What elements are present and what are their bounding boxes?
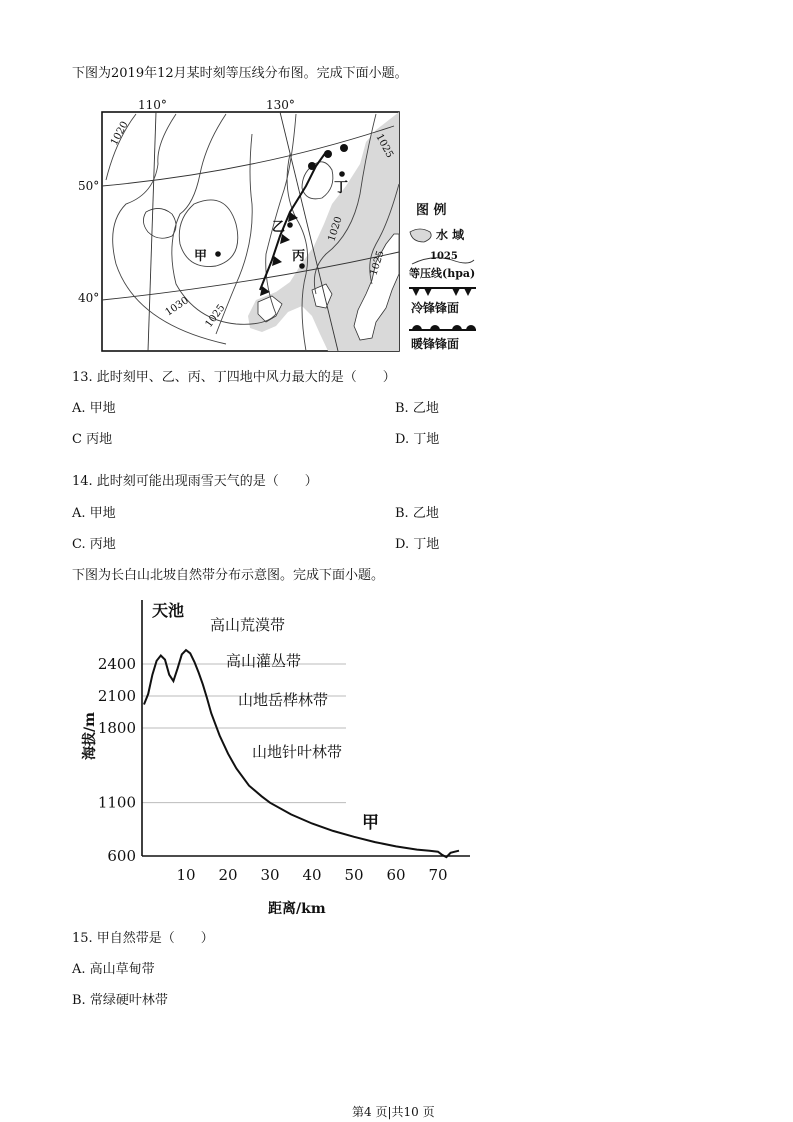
elevation-profile-figure bbox=[72, 592, 482, 922]
lat-label-40: 40° bbox=[78, 291, 100, 305]
zone-label: 高山灌丛带 bbox=[226, 652, 302, 670]
isobar-label-1025-sw: 1025 bbox=[203, 302, 228, 330]
warm-front-semicircle bbox=[340, 144, 348, 152]
place-label-yi: 乙 bbox=[272, 220, 286, 235]
q13-option-c[interactable]: C 丙地 bbox=[72, 432, 113, 447]
point-yi bbox=[287, 222, 293, 228]
zone-label: 高山荒漠带 bbox=[210, 616, 286, 634]
intro-text-map: 下图为2019年12月某时刻等压线分布图。完成下面小题。 bbox=[72, 66, 408, 81]
question-15-stem: 15. 甲自然带是（ ） bbox=[72, 931, 214, 946]
warm-front-semicircle bbox=[308, 162, 316, 170]
legend-cold-front-label: 冷锋锋面 bbox=[411, 301, 460, 315]
y-tick-label: 2400 bbox=[97, 655, 136, 673]
q14-option-d[interactable]: D. 丁地 bbox=[395, 537, 440, 552]
zone-marker-jia: 甲 bbox=[362, 813, 379, 833]
x-tick-label: 20 bbox=[218, 866, 238, 884]
lat-label-50: 50° bbox=[78, 179, 100, 193]
question-14-stem: 14. 此时刻可能出现雨雪天气的是（ ） bbox=[72, 474, 318, 489]
y-tick-label: 2100 bbox=[97, 687, 136, 705]
page-footer: 第4 页|共10 页 bbox=[352, 1105, 435, 1119]
point-jia bbox=[215, 251, 221, 257]
place-label-jia: 甲 bbox=[194, 249, 208, 264]
x-tick-label: 30 bbox=[260, 866, 280, 884]
point-ding bbox=[339, 171, 345, 177]
isobar-map-figure bbox=[76, 94, 476, 356]
legend-isobar-label: 等压线(hpa) bbox=[409, 267, 476, 280]
y-tick-label: 1100 bbox=[97, 793, 136, 812]
q15-option-b[interactable]: B. 常绿硬叶林带 bbox=[72, 993, 168, 1008]
isobar-label-1030: 1030 bbox=[163, 295, 191, 319]
question-13-stem: 13. 此时刻甲、乙、丙、丁四地中风力最大的是（ ） bbox=[72, 370, 396, 385]
summit-label-tianchi: 天池 bbox=[152, 601, 185, 620]
intro-text-chart: 下图为长白山北坡自然带分布示意图。完成下面小题。 bbox=[72, 568, 385, 583]
legend-title: 图 例 bbox=[416, 203, 447, 218]
place-label-bing: 丙 bbox=[292, 249, 306, 264]
legend-water-label: 水 域 bbox=[436, 228, 465, 242]
q14-option-b[interactable]: B. 乙地 bbox=[395, 506, 439, 521]
q14-option-a[interactable]: A. 甲地 bbox=[72, 506, 116, 521]
legend-water-swatch bbox=[410, 229, 431, 242]
isobar-label-1020-east: 1020 bbox=[326, 215, 345, 243]
y-axis-label: 海拔/m bbox=[82, 712, 98, 760]
x-tick-label: 60 bbox=[386, 866, 406, 884]
q13-option-a[interactable]: A. 甲地 bbox=[72, 401, 116, 416]
point-bing bbox=[299, 263, 305, 269]
zone-label: 山地岳桦林带 bbox=[238, 691, 329, 709]
x-tick-label: 70 bbox=[428, 866, 448, 884]
isobar-map bbox=[76, 94, 476, 356]
elevation-profile-chart bbox=[72, 592, 482, 922]
q14-option-c[interactable]: C. 丙地 bbox=[72, 537, 116, 552]
y-tick-label: 600 bbox=[107, 847, 136, 865]
y-tick-label: 1800 bbox=[97, 719, 136, 737]
warm-front-semicircle bbox=[324, 150, 332, 158]
legend-isobar-value: 1025 bbox=[430, 251, 458, 262]
q13-option-b[interactable]: B. 乙地 bbox=[395, 401, 439, 416]
x-tick-label: 40 bbox=[302, 866, 322, 884]
x-tick-label: 50 bbox=[344, 866, 364, 884]
place-label-ding: 丁 bbox=[334, 180, 348, 196]
zone-label: 山地针叶林带 bbox=[252, 743, 343, 761]
isobar-label-1020-nw: 1020 bbox=[108, 119, 131, 148]
isobar-label-1025-ne: 1025 bbox=[373, 132, 396, 160]
lon-label-110: 110° bbox=[138, 98, 167, 112]
x-tick-label: 10 bbox=[176, 866, 196, 884]
isobar-label-1025-se: 1025 bbox=[368, 249, 387, 277]
x-axis-label: 距离/km bbox=[268, 901, 326, 917]
q13-option-d[interactable]: D. 丁地 bbox=[395, 432, 440, 447]
legend-warm-front-label: 暖锋锋面 bbox=[411, 337, 460, 351]
q15-option-a[interactable]: A. 高山草甸带 bbox=[72, 962, 155, 977]
lon-label-130: 130° bbox=[266, 98, 295, 112]
